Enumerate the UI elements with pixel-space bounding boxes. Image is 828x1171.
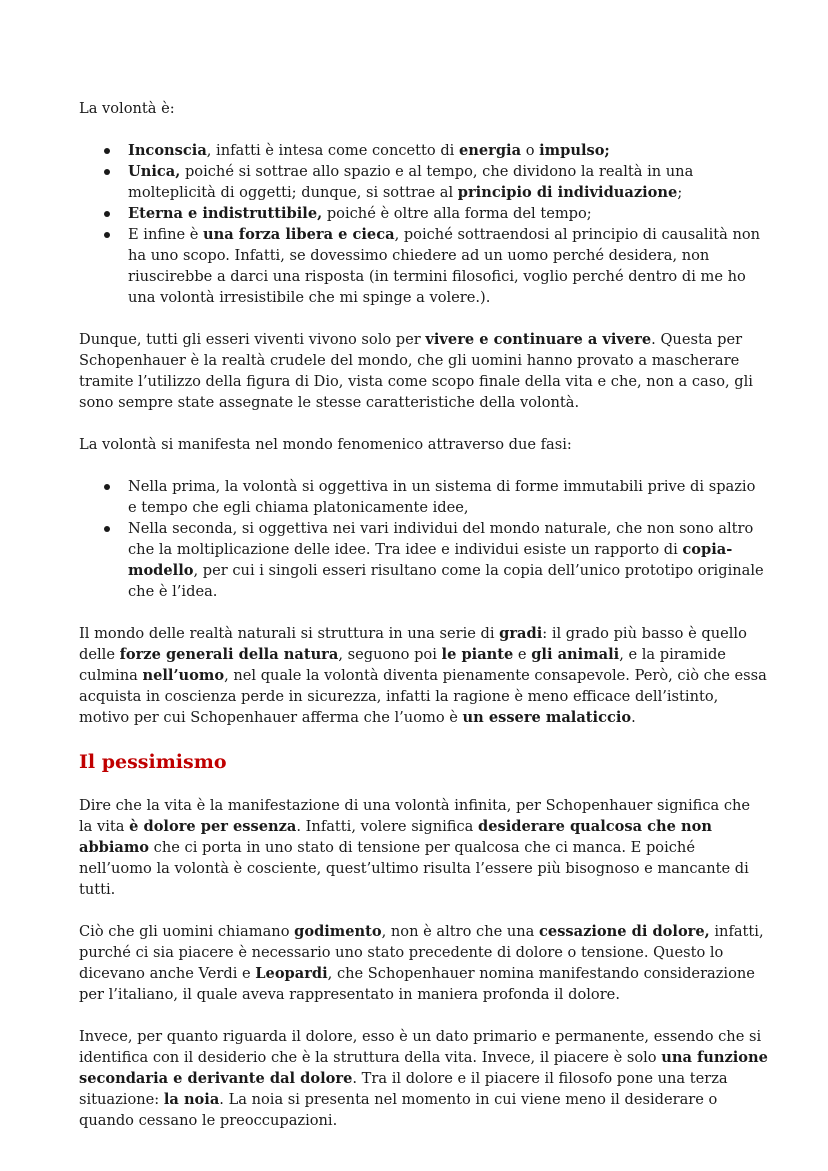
paragraph: Invece, per quanto riguarda il dolore, esso è un dato primario e permanente, essendo che si identifica con il desiderio che è la struttura della vita. Invece, il piacere è solo una funzione secondaria e derivante dal dolore. Tra il dolore e il piacere il filosofo pone una terza situazione: la noia. La noia si presenta nel momento in cui viene meno il desiderare o quando cessano le preoccupazioni.	[79, 1028, 768, 1129]
will-traits-list	[79, 140, 768, 308]
list-item: Nella prima, la volontà si oggettiva in un sistema di forme immutabili prive di spazio e tempo che egli chiama platonicamente idee,	[128, 476, 768, 518]
list-item: Unica, poiché si sottrae allo spazio e al tempo, che dividono la realtà in una molteplicità di oggetti; dunque, si sottrae al principio di individuazione;	[128, 161, 768, 203]
section-heading: Il pessimismo	[79, 751, 227, 773]
intro-line: La volontà è:	[79, 100, 175, 117]
list-item: Inconscia, infatti è intesa come concetto di energia o impulso;	[128, 140, 768, 161]
paragraph: La volontà si manifesta nel mondo fenomenico attraverso due fasi:	[79, 436, 572, 453]
paragraph: Dire che la vita è la manifestazione di una volontà infinita, per Schopenhauer significa che la vita è dolore per essenza. Infatti, volere significa desiderare qualcosa che non abbiamo che ci porta in uno stato di tensione per qualcosa che ci manca. E poiché nell’uomo la volontà è cosciente, quest’ultimo risulta l’essere più bisognoso e mancante di tutti.	[79, 797, 751, 898]
paragraph: Dunque, tutti gli esseri viventi vivono solo per vivere e continuare a vivere. Questa per Schopenhauer è la realtà crudele del mondo, che gli uomini hanno provato a mascherare tramite l’utilizzo della figura di Dio, vista come scopo finale della vita e che, non a caso, gli sono sempre state assegnate le stesse caratteristiche della volontà.	[79, 331, 753, 411]
paragraph: Ciò che gli uomini chiamano godimento, non è altro che una cessazione di dolore, infatti, purché ci sia piacere è necessario uno stato precedente di dolore o tensione. Questo lo dicevano anche Verdi e Leopardi, che Schopenhauer nomina manifestando considerazione per l’italiano, il quale aveva rappresentato in maniera profonda il dolore.	[79, 923, 764, 1003]
list-item: Nella seconda, si oggettiva nei vari individui del mondo naturale, che non sono altro che la moltiplicazione delle idee. Tra idee e individui esiste un rapporto di copia-modello, per cui i singoli esseri risultano come la copia dell’unico prototipo originale che è l’idea.	[128, 518, 768, 602]
paragraph: Il mondo delle realtà naturali si struttura in una serie di gradi: il grado più basso è quello delle forze generali della natura, seguono poi le piante e gli animali, e la piramide culmina nell’uomo, nel quale la volontà diventa pienamente consapevole. Però, ciò che essa acquista in coscienza perde in sicurezza, infatti la ragione è meno efficace dell’istinto, motivo per cui Schopenhauer afferma che l’uomo è un essere malaticcio.	[79, 625, 767, 726]
phases-list	[79, 476, 768, 602]
list-item: E infine è una forza libera e cieca, poiché sottraendosi al principio di causalità non ha uno scopo. Infatti, se dovessimo chiedere ad un uomo perché desidera, non riuscirebbe a darci una risposta (in termini filosofici, voglio perché dentro di me ho una volontà irresistibile che mi spinge a volere.).	[128, 224, 768, 308]
list-item: Eterna e indistruttibile, poiché è oltre alla forma del tempo;	[128, 203, 768, 224]
